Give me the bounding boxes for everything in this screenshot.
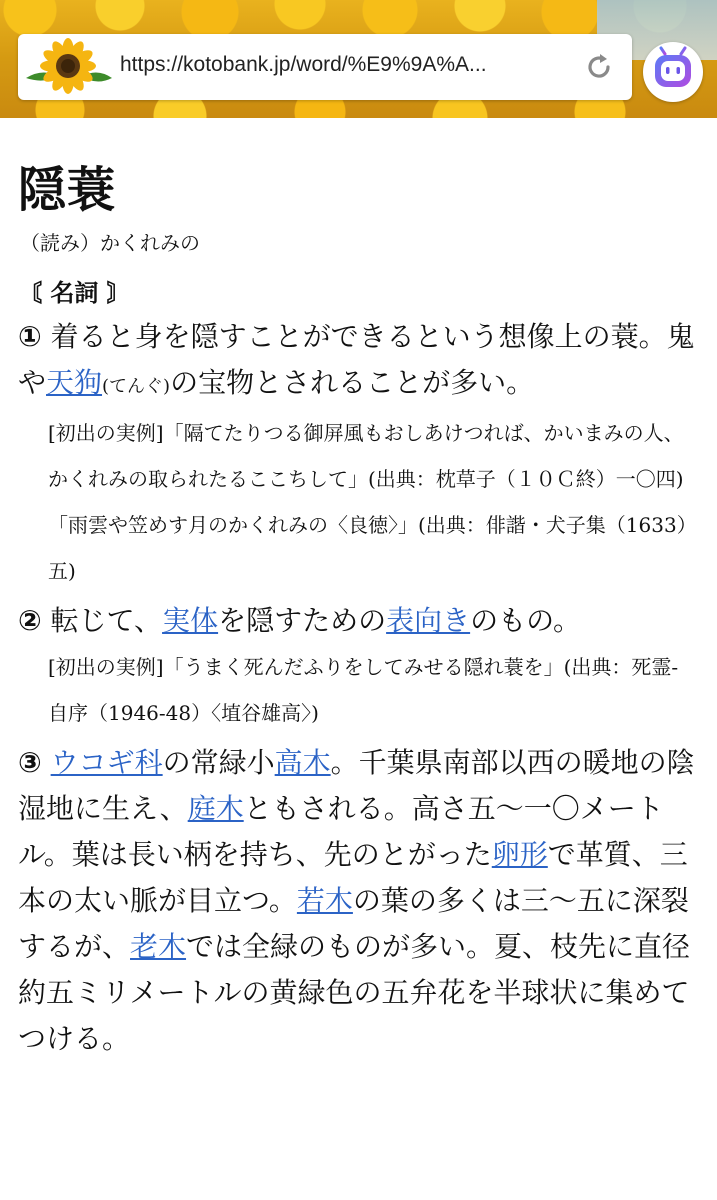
url-text[interactable]: https://kotobank.jp/word/%E9%9A%A... <box>120 53 487 76</box>
sense-text: ともされる。高さ五〜一〇メートル。葉は長い柄を持ち、先のとがった <box>18 792 664 871</box>
sense-text: を隠すための <box>218 604 387 637</box>
usage-example: [初出の実例]「うまく死んだふりをしてみせる隠れ蓑を」(出典：死霊-自序（1946-48）〈埴谷雄高〉) <box>48 655 679 725</box>
address-bar[interactable] <box>18 34 632 100</box>
bot-icon[interactable] <box>643 42 703 102</box>
sunflower-icon <box>22 38 114 96</box>
sense-3 <box>18 740 698 1062</box>
term-link[interactable]: ウコギ科 <box>50 746 163 779</box>
term-link[interactable]: 実体 <box>162 604 219 637</box>
sense-text: のもの。 <box>470 604 581 637</box>
entry-title: 隠蓑 <box>18 162 117 218</box>
sense-text: の葉の多くは三〜五に深裂するが、 <box>18 884 689 963</box>
term-link[interactable]: 若木 <box>296 884 353 917</box>
sense-number: ② <box>18 604 42 637</box>
term-link[interactable]: 庭木 <box>187 792 244 825</box>
sense-text: では全緑のものが多い。夏、枝先に直径約五ミリメートルの黄緑色の五弁花を半球状に集めてつける。 <box>18 930 691 1055</box>
part-of-speech: 〘 名詞 〙 <box>18 279 131 307</box>
sense-text <box>42 746 51 779</box>
term-link[interactable]: 老木 <box>130 930 187 963</box>
sense-text: 転じて、 <box>41 604 163 637</box>
usage-example: 「雨雲や笠めす月のかくれみの〈良徳〉」(出典：俳諧・犬子集（1633）五) <box>48 513 697 583</box>
sense-number: ① <box>18 320 42 353</box>
sense-text: の宝物とされることが多い。 <box>170 366 535 399</box>
term-link[interactable]: 卵形 <box>491 838 548 871</box>
sense-1 <box>18 314 698 410</box>
sense-text: の常緑小 <box>162 746 275 779</box>
entry-reading: （読み）かくれみの <box>20 231 200 255</box>
term-link[interactable]: 表向き <box>386 604 471 637</box>
usage-example: [初出の実例]「隔てたりつる御屏風もおしあけつれば、かいまみの人、かくれみの取られたるここちして」(出典：枕草子（１０Ｃ終）一〇四) <box>48 421 684 491</box>
browser-header <box>0 0 717 118</box>
sense-text: 。千葉県南部以西の暖地の陰湿地に生え、 <box>18 746 695 825</box>
sense-text: で革質、三本の太い脈が目立つ。 <box>18 838 688 917</box>
term-link[interactable]: 高木 <box>274 746 331 779</box>
reading-gloss: (てんぐ) <box>102 376 171 397</box>
sense-number: ③ <box>18 746 42 779</box>
sense-text: 着ると身を隠すことができるという想像上の蓑。鬼や <box>18 320 695 399</box>
dictionary-entry <box>18 150 698 1062</box>
sense-list <box>18 314 698 1062</box>
reload-icon[interactable] <box>584 52 614 82</box>
sense-2 <box>18 598 698 644</box>
term-link[interactable]: 天狗 <box>46 366 103 399</box>
